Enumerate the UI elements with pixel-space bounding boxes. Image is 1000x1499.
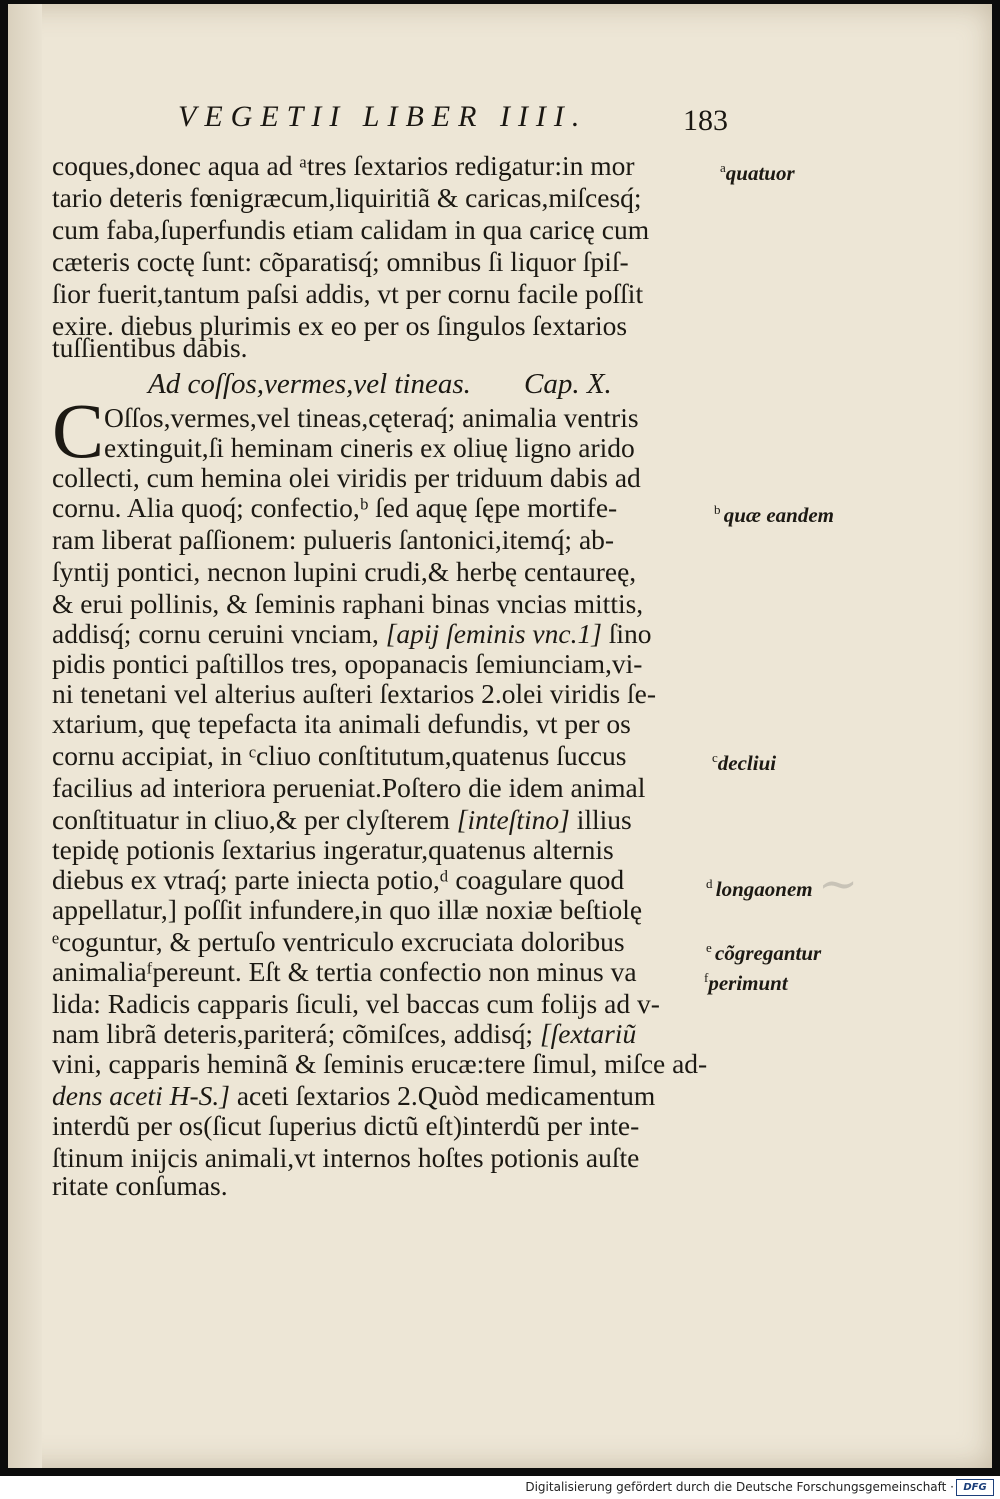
text-line: coques,donec aqua ad ᵃtres ſextarios redigatur:in mor <box>52 150 635 181</box>
text-line: diebus ex vtraq́; parte iniecta potio,ᵈ coagulare quod <box>52 864 625 895</box>
text-line: extinguit,ſi heminam cineris ex oliuę ligno arido <box>104 432 635 463</box>
text-line: ſtinum inijcis animali,vt internos hoſtes potionis auſte <box>52 1142 640 1173</box>
bracketed-variant: [ſextariũ <box>539 1018 637 1049</box>
footer-bar <box>0 1476 1000 1499</box>
text-line: interdũ per os(ſicut ſuperius dictũ eſt)interdũ per inte- <box>52 1110 640 1141</box>
text-line: & erui pollinis, & ſeminis raphani binas vncias mittis, <box>52 588 644 619</box>
text-segment: aceti ſextarios 2.Quòd medicamentum <box>229 1080 656 1111</box>
text-line: ram liberat paſſionem: pulueris ſantonici,itemq́; ab- <box>52 524 615 555</box>
note-text: perimunt <box>708 971 788 995</box>
text-line: collecti, cum hemina olei viridis per triduum dabis ad <box>52 462 641 493</box>
note-text: quatuor <box>725 161 795 185</box>
page-gutter <box>8 4 42 1468</box>
chapter-number: Cap. X. <box>524 368 612 400</box>
text-line: animaliaᶠpereunt. Eſt & tertia confectio non minus va <box>52 956 637 987</box>
bracketed-variant: dens aceti H-S.] <box>52 1080 230 1111</box>
text-line: vini, capparis heminã & ſeminis erucæ:tere ſimul, miſce ad- <box>52 1048 708 1079</box>
margin-note-a: $^a$quatuor <box>720 160 795 185</box>
text-line: exire. diebus plurimis ex eo per os ſingulos ſextarios <box>52 310 628 341</box>
text-line: cum faba,ſuperfundis etiam calidam in qua caricę cum <box>52 214 650 245</box>
text-line: tepidę potionis ſextarius ingeratur,quatenus alternis <box>52 834 614 865</box>
chapter-title: Ad coſſos,vermes,vel tineas. <box>148 368 471 400</box>
text-segment: nam librã deteris,pariterá; cõmiſces, addisq́; <box>52 1018 534 1049</box>
chapter-heading <box>148 368 612 401</box>
margin-note-b: $^b$ quæ eandem <box>714 502 834 527</box>
text-line <box>52 618 652 650</box>
running-title: VEGETII LIBER IIII. <box>178 100 588 133</box>
text-line: pidis pontici paſtillos tres, opopanacis ſemiunciam,vi- <box>52 648 643 679</box>
bracketed-variant: [inteſtino] <box>456 804 570 835</box>
note-text: longaonem <box>715 877 813 901</box>
text-line: Oſſos,vermes,vel tineas,cęteraq́; animalia ventris <box>104 402 639 433</box>
text-line: appellatur,] poſſit infundere,in quo illæ noxiæ beſtiolę <box>52 894 643 925</box>
note-text: decliui <box>717 751 777 775</box>
note-text: quæ eandem <box>723 503 834 527</box>
text-line: ritate conſumas. <box>52 1170 228 1201</box>
text-line: ſior fuerit,tantum paſsi addis, vt per cornu facile poſſit <box>52 278 644 309</box>
text-line: facilius ad interiora perueniat.Poſtero die idem animal <box>52 772 646 803</box>
pencil-mark: ~ <box>818 856 859 912</box>
text-line: ᵉcoguntur, & pertuſo ventriculo excruciata doloribus <box>52 926 625 957</box>
margin-note-f: $^f$perimunt <box>704 970 788 995</box>
bracketed-variant: [apij ſeminis vnc.1] <box>385 618 602 649</box>
drop-initial: C <box>52 387 105 474</box>
text-line: lida: Radicis capparis ſiculi, vel baccas cum folijs ad v- <box>52 988 660 1019</box>
book-page <box>8 4 992 1468</box>
text-line: ni tenetani vel alterius auſteri ſextarios 2.olei viridis ſe- <box>52 678 657 709</box>
text-line: cornu. Alia quoq́; confectio,ᵇ ſed aquę ſępe mortife- <box>52 492 618 523</box>
margin-note-e: $^e$ cõgregantur <box>706 940 822 965</box>
margin-note-c: $^c$decliui <box>712 750 777 775</box>
text-line <box>52 1018 636 1050</box>
dfg-logo: DFG <box>956 1479 994 1496</box>
text-line: cornu accipiat, in ᶜcliuo conſtitutum,quatenus ſuccus <box>52 740 627 771</box>
text-line <box>52 804 632 836</box>
text-line: tario deteris fœnigræcum,liquiritiã & caricas,miſcesq́; <box>52 182 642 213</box>
text-line <box>52 1080 655 1112</box>
page-number: 183 <box>683 104 728 137</box>
text-line: cæteris coctę ſunt: cõparatisq́; omnibus ſi liquor ſpiſ- <box>52 246 629 277</box>
text-line: xtarium, quę tepefacta ita animali defundis, vt per os <box>52 708 631 739</box>
text-segment: addisq́; cornu ceruini vnciam, <box>52 618 379 649</box>
text-segment: conſtituatur in cliuo,& per clyſterem <box>52 804 450 835</box>
text-segment: illius <box>569 804 632 835</box>
footer-credit: Digitalisierung gefördert durch die Deutsche Forschungsgemeinschaft · <box>525 1480 954 1494</box>
text-line: ſyntij pontici, necnon lupini crudi,& herbę centaureę, <box>52 556 637 587</box>
margin-note-d: $^d$ longaonem <box>706 876 813 901</box>
text-line: tuſſientibus dabis. <box>52 332 248 363</box>
running-header <box>178 100 728 137</box>
text-segment: ſino <box>601 618 652 649</box>
note-text: cõgregantur <box>715 941 822 965</box>
